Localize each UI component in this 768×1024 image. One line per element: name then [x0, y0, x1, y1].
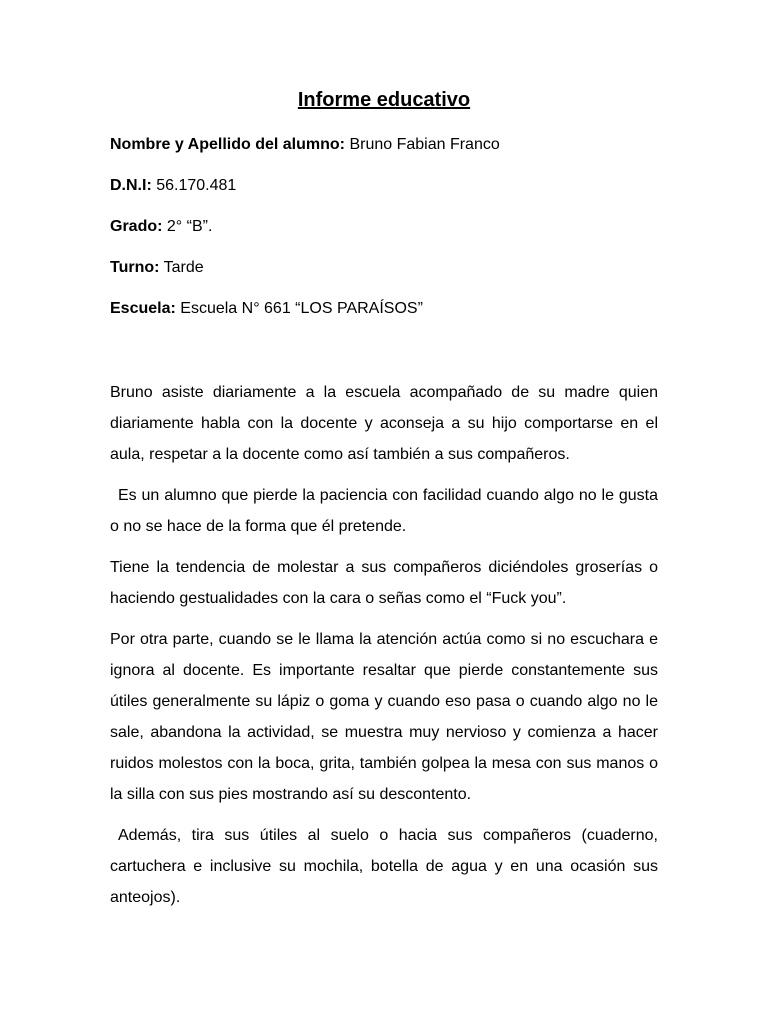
field-student-name	[110, 133, 658, 174]
field-shift	[110, 256, 658, 297]
field-school	[110, 297, 658, 338]
field-value: Escuela N° 661 “LOS PARAÍSOS”	[180, 300, 423, 317]
field-value: Bruno Fabian Franco	[349, 136, 500, 153]
paragraph: Tiene la tendencia de molestar a sus compañeros diciéndoles groserías o haciendo gestualidades con la cara o señas como el “Fuck you”.	[110, 559, 658, 607]
field-value: 56.170.481	[156, 177, 237, 194]
field-label: Grado:	[110, 218, 163, 235]
paragraph: Bruno asiste diariamente a la escuela acompañado de su madre quien diariamente habla con la docente y aconseja a su hijo comportarse en el aula, respetar a la docente como así también a sus compañeros.	[110, 384, 658, 463]
field-label: Escuela:	[110, 300, 176, 317]
paragraph: Por otra parte, cuando se le llama la atención actúa como si no escuchara e ignora al docente. Es importante resaltar que pierde constantemente sus útiles generalmente su lápiz o goma y cuando eso pasa o cuando algo no le sale, abandona la actividad, se muestra muy nervioso y comienza a hacer ruidos molestos con la boca, grita, también golpea la mesa con sus manos o la silla con sus pies mostrando así su descontento.	[110, 631, 658, 803]
field-grade	[110, 215, 658, 256]
document-title: Informe educativo	[297, 89, 471, 111]
paragraph: Es un alumno que pierde la paciencia con facilidad cuando algo no le gusta o no se hace de la forma que él pretende.	[110, 487, 658, 535]
field-dni	[110, 174, 658, 215]
field-label: Turno:	[110, 259, 160, 276]
field-value: Tarde	[163, 259, 204, 276]
student-info	[110, 133, 658, 338]
paragraph: Además, tira sus útiles al suelo o hacia sus compañeros (cuaderno, cartuchera e inclusive su mochila, botella de agua y en una ocasión sus anteojos).	[110, 827, 658, 906]
field-label: Nombre y Apellido del alumno:	[110, 136, 345, 153]
field-value: 2° “B”.	[166, 218, 213, 235]
report-body	[110, 377, 658, 923]
field-label: D.N.I:	[110, 177, 152, 194]
